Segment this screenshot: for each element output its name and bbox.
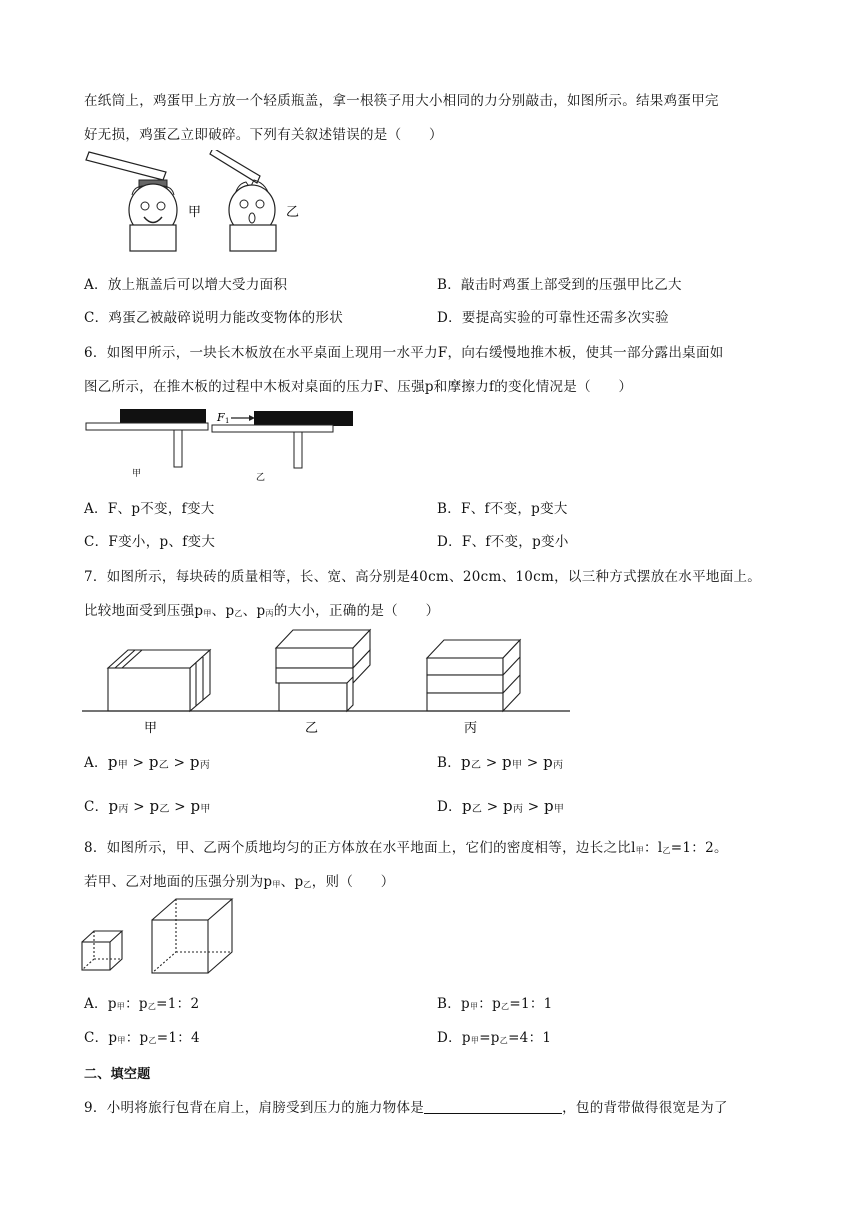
pressure-symbol: p bbox=[189, 753, 200, 771]
q6-board-figure bbox=[84, 404, 364, 484]
fig-label-jia: 甲 bbox=[144, 721, 158, 736]
egg-jia-drawing bbox=[86, 152, 177, 251]
force-label: F bbox=[217, 411, 225, 424]
fig-label-bing: 丙 bbox=[464, 721, 478, 736]
q9-stem-line1: 9．小明将旅行包背在肩上，肩膀受到压力的施力物体是 ，包的背带做得很宽是为了 bbox=[84, 1100, 728, 1116]
pressure-symbol: p bbox=[149, 797, 160, 815]
fig-label-jia: 甲 bbox=[132, 469, 142, 479]
expr bbox=[108, 755, 210, 771]
pressure-subscript: 甲 bbox=[511, 760, 523, 771]
q8-option-c[interactable]: C．p甲：p乙=1：4 bbox=[84, 1030, 200, 1046]
q7-bricks-figure bbox=[80, 620, 575, 740]
egg-yi-drawing bbox=[210, 150, 276, 251]
fig-label-jia: 甲 bbox=[188, 205, 202, 220]
pressure-symbol: p bbox=[108, 797, 119, 815]
pressure-subscript: 乙 bbox=[470, 760, 482, 771]
answer-blank[interactable] bbox=[424, 1101, 562, 1114]
section-heading: 二、填空题 bbox=[84, 1067, 151, 1082]
q8-stem-line2: 若甲、乙对地面的压强分别为p甲、p乙，则（ ） bbox=[84, 874, 395, 890]
gt-sign: > bbox=[128, 799, 150, 815]
q6-option-d[interactable]: D．F、f不变，p变小 bbox=[437, 534, 569, 550]
gt-sign: > bbox=[481, 755, 503, 771]
fig-label-yi: 乙 bbox=[305, 721, 319, 736]
q6-stem-line2: 图乙所示，在推木板的过程中木板对桌面的压力F、压强p和摩擦力f的变化情况是（ ） bbox=[84, 379, 633, 395]
pressure-symbol: p bbox=[502, 797, 513, 815]
gt-sign: > bbox=[169, 799, 191, 815]
pressure-symbol: p bbox=[107, 753, 118, 771]
q5-option-d[interactable]: D．要提高实验的可靠性还需多次实验 bbox=[437, 310, 669, 326]
pressure-symbol: p bbox=[543, 753, 553, 771]
q7-option-a[interactable]: A．p甲 > p乙 > p丙 bbox=[84, 753, 211, 771]
pressure-subscript: 甲 bbox=[553, 804, 565, 815]
pressure-subscript: 甲 bbox=[200, 804, 211, 815]
q8-option-b[interactable]: B．p甲：p乙=1：1 bbox=[437, 996, 553, 1012]
pressure-subscript: 丙 bbox=[118, 804, 129, 815]
q7-option-d[interactable]: D．p乙 > p丙 > p甲 bbox=[437, 797, 565, 815]
q7-stem-line2: 比较地面受到压强p甲、p乙、p丙的大小，正确的是（ ） bbox=[84, 603, 440, 619]
force-subscript: 1 bbox=[225, 417, 230, 425]
q5-egg-figure bbox=[84, 150, 334, 260]
gt-sign: > bbox=[523, 799, 544, 815]
q5-option-b[interactable]: B．敲击时鸡蛋上部受到的压强甲比乙大 bbox=[437, 277, 682, 293]
fig-label-yi: 乙 bbox=[256, 473, 266, 483]
q5-stem-line2: 好无损，鸡蛋乙立即破碎。下列有关叙述错误的是（ ） bbox=[84, 127, 443, 143]
pressure-subscript: 丙 bbox=[512, 804, 524, 815]
pressure-symbol: p bbox=[461, 753, 471, 771]
fig-label-yi: 乙 bbox=[286, 205, 300, 220]
pressure-subscript: 乙 bbox=[471, 804, 483, 815]
pressure-subscript: 乙 bbox=[158, 760, 170, 771]
pressure-subscript: 甲 bbox=[117, 760, 129, 771]
pressure-subscript: 乙 bbox=[159, 804, 170, 815]
pressure-symbol: p bbox=[502, 753, 512, 771]
pressure-symbol: p bbox=[461, 797, 472, 815]
q6-option-c[interactable]: C．F变小，p、f变大 bbox=[84, 534, 216, 550]
pressure-symbol: p bbox=[190, 797, 201, 815]
pressure-subscript: 丙 bbox=[199, 760, 211, 771]
q6-option-a[interactable]: A．F、p不变，f变大 bbox=[84, 501, 215, 517]
expr bbox=[461, 755, 563, 771]
q7-stem-line1: 7．如图所示，每块砖的质量相等，长、宽、高分别是40cm、20cm、10cm，以三种方式摆放在水平地面上。 bbox=[84, 569, 762, 585]
q6-stem-line1: 6．如图甲所示，一块长木板放在水平桌面上现用一水平力F，向右缓慢地推木板，使其一部分露出桌面如 bbox=[84, 345, 724, 361]
gt-sign: > bbox=[169, 755, 190, 771]
gt-sign: > bbox=[482, 799, 503, 815]
q5-option-c[interactable]: C．鸡蛋乙被敲碎说明力能改变物体的形状 bbox=[84, 310, 344, 326]
q7-option-c[interactable]: C．p丙 > p乙 > p甲 bbox=[84, 797, 211, 815]
pressure-symbol: p bbox=[543, 797, 554, 815]
gt-sign: > bbox=[128, 755, 149, 771]
expr bbox=[462, 799, 564, 815]
pressure-symbol: p bbox=[148, 753, 159, 771]
q8-stem-line1: 8．如图所示，甲、乙两个质地均匀的正方体放在水平地面上，它们的密度相等，边长之比l甲：l乙=1：2。 bbox=[84, 840, 728, 856]
q8-option-d[interactable]: D．p甲=p乙=4：1 bbox=[437, 1030, 552, 1046]
q8-option-a[interactable]: A．p甲：p乙=1：2 bbox=[84, 996, 200, 1012]
gt-sign: > bbox=[522, 755, 544, 771]
expr bbox=[108, 799, 210, 815]
q6-option-b[interactable]: B．F、f不变，p变大 bbox=[437, 501, 568, 517]
q5-option-a[interactable]: A．放上瓶盖后可以增大受力面积 bbox=[84, 277, 288, 293]
q7-option-b[interactable]: B．p乙 > p甲 > p丙 bbox=[437, 753, 564, 771]
pressure-subscript: 丙 bbox=[552, 760, 564, 771]
q8-cubes-figure bbox=[80, 896, 240, 978]
q5-stem-line1: 在纸筒上，鸡蛋甲上方放一个轻质瓶盖，拿一根筷子用大小相同的力分别敲击，如图所示。结果鸡蛋甲完 bbox=[84, 93, 719, 109]
